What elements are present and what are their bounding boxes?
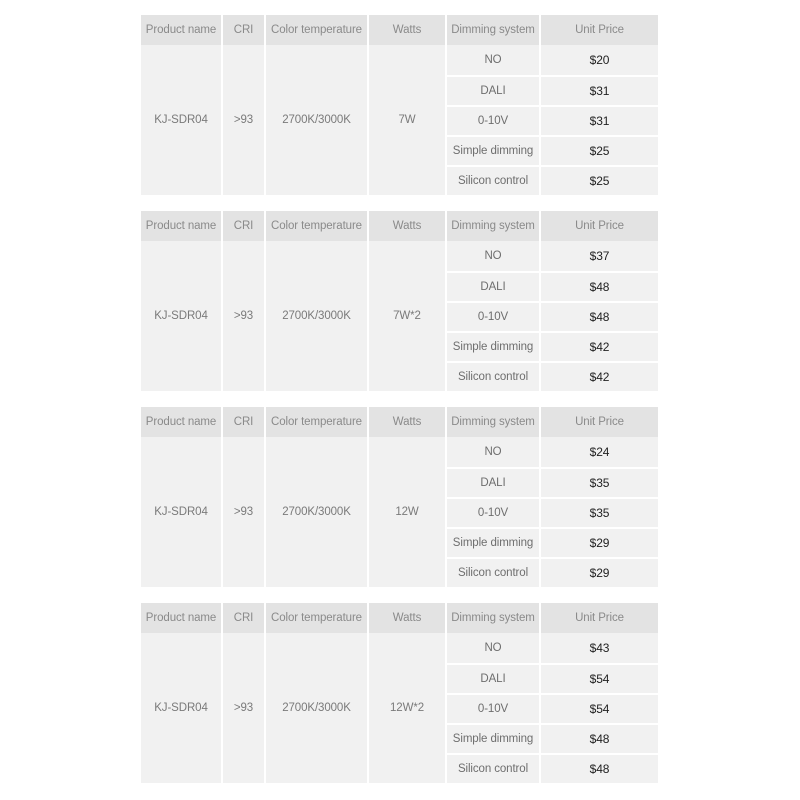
- dimming-cell: Simple dimming: [447, 723, 539, 753]
- price-table-7w: [141, 15, 658, 195]
- price-cell: $29: [541, 557, 658, 587]
- header-watts: Watts: [369, 407, 445, 437]
- header-dimming-system: Dimming system: [447, 407, 539, 437]
- product-name-cell: KJ-SDR04: [141, 633, 221, 783]
- price-cell: $29: [541, 527, 658, 557]
- cri-cell: >93: [223, 633, 264, 783]
- price-cell: $35: [541, 497, 658, 527]
- header-cri: CRI: [223, 603, 264, 633]
- dimming-cell: NO: [447, 633, 539, 663]
- dimming-cell: Silicon control: [447, 361, 539, 391]
- header-dimming-system: Dimming system: [447, 211, 539, 241]
- dimming-cell: Simple dimming: [447, 135, 539, 165]
- price-cell: $42: [541, 361, 658, 391]
- watts-cell: 7W*2: [369, 241, 445, 391]
- header-color-temperature: Color temperature: [266, 603, 367, 633]
- dimming-cell: NO: [447, 241, 539, 271]
- price-cell: $31: [541, 105, 658, 135]
- header-unit-price: Unit Price: [541, 603, 658, 633]
- price-table-7w-x2: [141, 211, 658, 391]
- price-cell: $48: [541, 301, 658, 331]
- product-name-cell: KJ-SDR04: [141, 241, 221, 391]
- dimming-cell: DALI: [447, 467, 539, 497]
- dimming-cell: Simple dimming: [447, 527, 539, 557]
- watts-cell: 7W: [369, 45, 445, 195]
- price-cell: $54: [541, 693, 658, 723]
- price-cell: $20: [541, 45, 658, 75]
- header-watts: Watts: [369, 15, 445, 45]
- header-cri: CRI: [223, 211, 264, 241]
- price-cell: $48: [541, 723, 658, 753]
- header-cri: CRI: [223, 15, 264, 45]
- dimming-cell: NO: [447, 45, 539, 75]
- dimming-cell: DALI: [447, 271, 539, 301]
- color-temperature-cell: 2700K/3000K: [266, 45, 367, 195]
- product-name-cell: KJ-SDR04: [141, 45, 221, 195]
- price-cell: $42: [541, 331, 658, 361]
- cri-cell: >93: [223, 437, 264, 587]
- header-unit-price: Unit Price: [541, 211, 658, 241]
- header-watts: Watts: [369, 211, 445, 241]
- dimming-cell: 0-10V: [447, 497, 539, 527]
- price-cell: $25: [541, 165, 658, 195]
- price-cell: $25: [541, 135, 658, 165]
- header-color-temperature: Color temperature: [266, 15, 367, 45]
- price-table-12w: [141, 407, 658, 587]
- price-cell: $48: [541, 271, 658, 301]
- header-color-temperature: Color temperature: [266, 407, 367, 437]
- dimming-cell: NO: [447, 437, 539, 467]
- price-cell: $43: [541, 633, 658, 663]
- color-temperature-cell: 2700K/3000K: [266, 633, 367, 783]
- price-cell: $54: [541, 663, 658, 693]
- header-dimming-system: Dimming system: [447, 15, 539, 45]
- header-product-name: Product name: [141, 15, 221, 45]
- watts-cell: 12W: [369, 437, 445, 587]
- dimming-cell: 0-10V: [447, 105, 539, 135]
- header-color-temperature: Color temperature: [266, 211, 367, 241]
- header-product-name: Product name: [141, 407, 221, 437]
- price-cell: $37: [541, 241, 658, 271]
- dimming-cell: DALI: [447, 75, 539, 105]
- dimming-cell: Silicon control: [447, 557, 539, 587]
- product-name-cell: KJ-SDR04: [141, 437, 221, 587]
- color-temperature-cell: 2700K/3000K: [266, 241, 367, 391]
- header-unit-price: Unit Price: [541, 407, 658, 437]
- header-product-name: Product name: [141, 603, 221, 633]
- price-cell: $24: [541, 437, 658, 467]
- watts-cell: 12W*2: [369, 633, 445, 783]
- dimming-cell: 0-10V: [447, 301, 539, 331]
- header-product-name: Product name: [141, 211, 221, 241]
- dimming-cell: 0-10V: [447, 693, 539, 723]
- header-unit-price: Unit Price: [541, 15, 658, 45]
- price-cell: $31: [541, 75, 658, 105]
- dimming-cell: Silicon control: [447, 753, 539, 783]
- cri-cell: >93: [223, 241, 264, 391]
- color-temperature-cell: 2700K/3000K: [266, 437, 367, 587]
- header-watts: Watts: [369, 603, 445, 633]
- dimming-cell: Simple dimming: [447, 331, 539, 361]
- cri-cell: >93: [223, 45, 264, 195]
- price-cell: $48: [541, 753, 658, 783]
- header-cri: CRI: [223, 407, 264, 437]
- price-cell: $35: [541, 467, 658, 497]
- dimming-cell: Silicon control: [447, 165, 539, 195]
- header-dimming-system: Dimming system: [447, 603, 539, 633]
- price-table-12w-x2: [141, 603, 658, 783]
- dimming-cell: DALI: [447, 663, 539, 693]
